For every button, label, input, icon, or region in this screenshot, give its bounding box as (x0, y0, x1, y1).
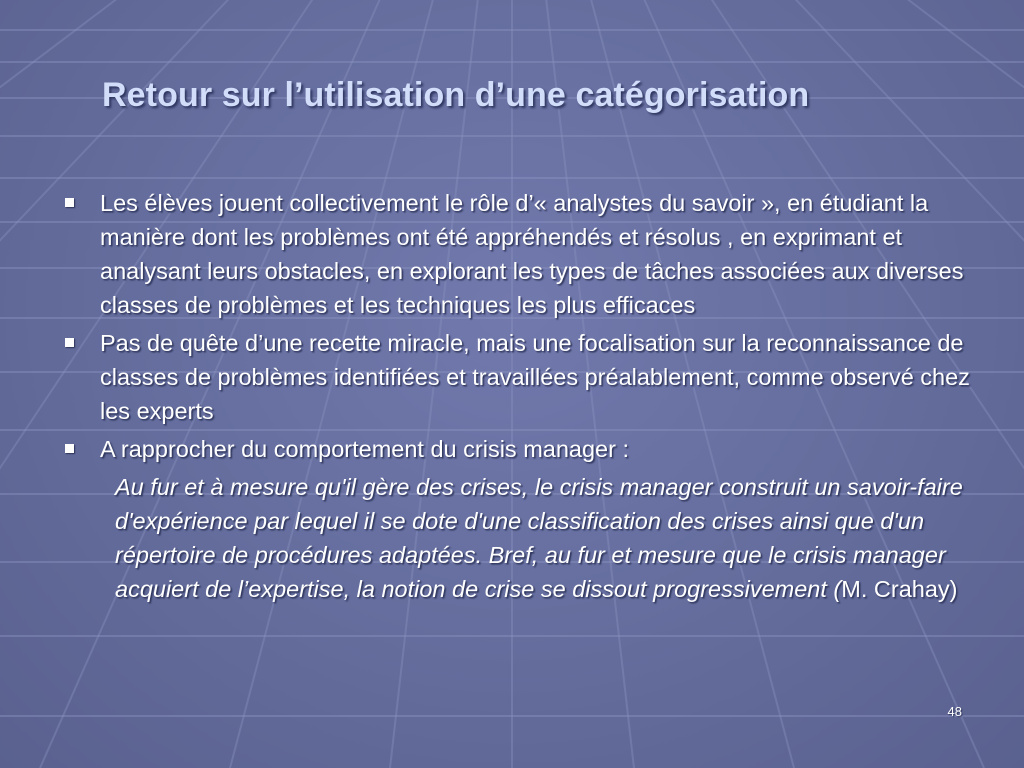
bullet-item (60, 186, 970, 322)
quote-block (60, 470, 970, 606)
quote-text: Au fur et à mesure qu'il gère des crises, le crisis manager construit un savoir-faire d'expérience par lequel il se dote d'une classification des crises ainsi que d'un répertoire de procédures adaptées. Bref, au fur et mesure que le crisis manager acquiert de l’expertise, la notion de crise se dissout progressivement ( (115, 474, 963, 602)
bullet-item (60, 326, 970, 428)
slide-content (60, 186, 970, 606)
slide-title: Retour sur l’utilisation d’une catégorisation (102, 76, 810, 114)
square-bullet-icon (65, 198, 74, 207)
quote-author: M. Crahay) (841, 576, 958, 602)
bullet-text: Pas de quête d’une recette miracle, mais une focalisation sur la reconnaissance de classes de problèmes identifiées et travaillées préalablement, comme observé chez les experts (100, 330, 970, 424)
bullet-text: Les élèves jouent collectivement le rôle d’« analystes du savoir », en étudiant la manière dont les problèmes ont été appréhendés et résolus , en exprimant et analysant leurs obstacles, en explorant les types de tâches associées aux diverses classes de problèmes et les techniques les plus efficaces (100, 190, 964, 318)
square-bullet-icon (65, 338, 74, 347)
square-bullet-icon (65, 444, 74, 453)
bullet-item (60, 432, 970, 466)
bullet-text: A rapprocher du comportement du crisis manager : (100, 436, 630, 462)
page-number: 48 (947, 704, 962, 719)
